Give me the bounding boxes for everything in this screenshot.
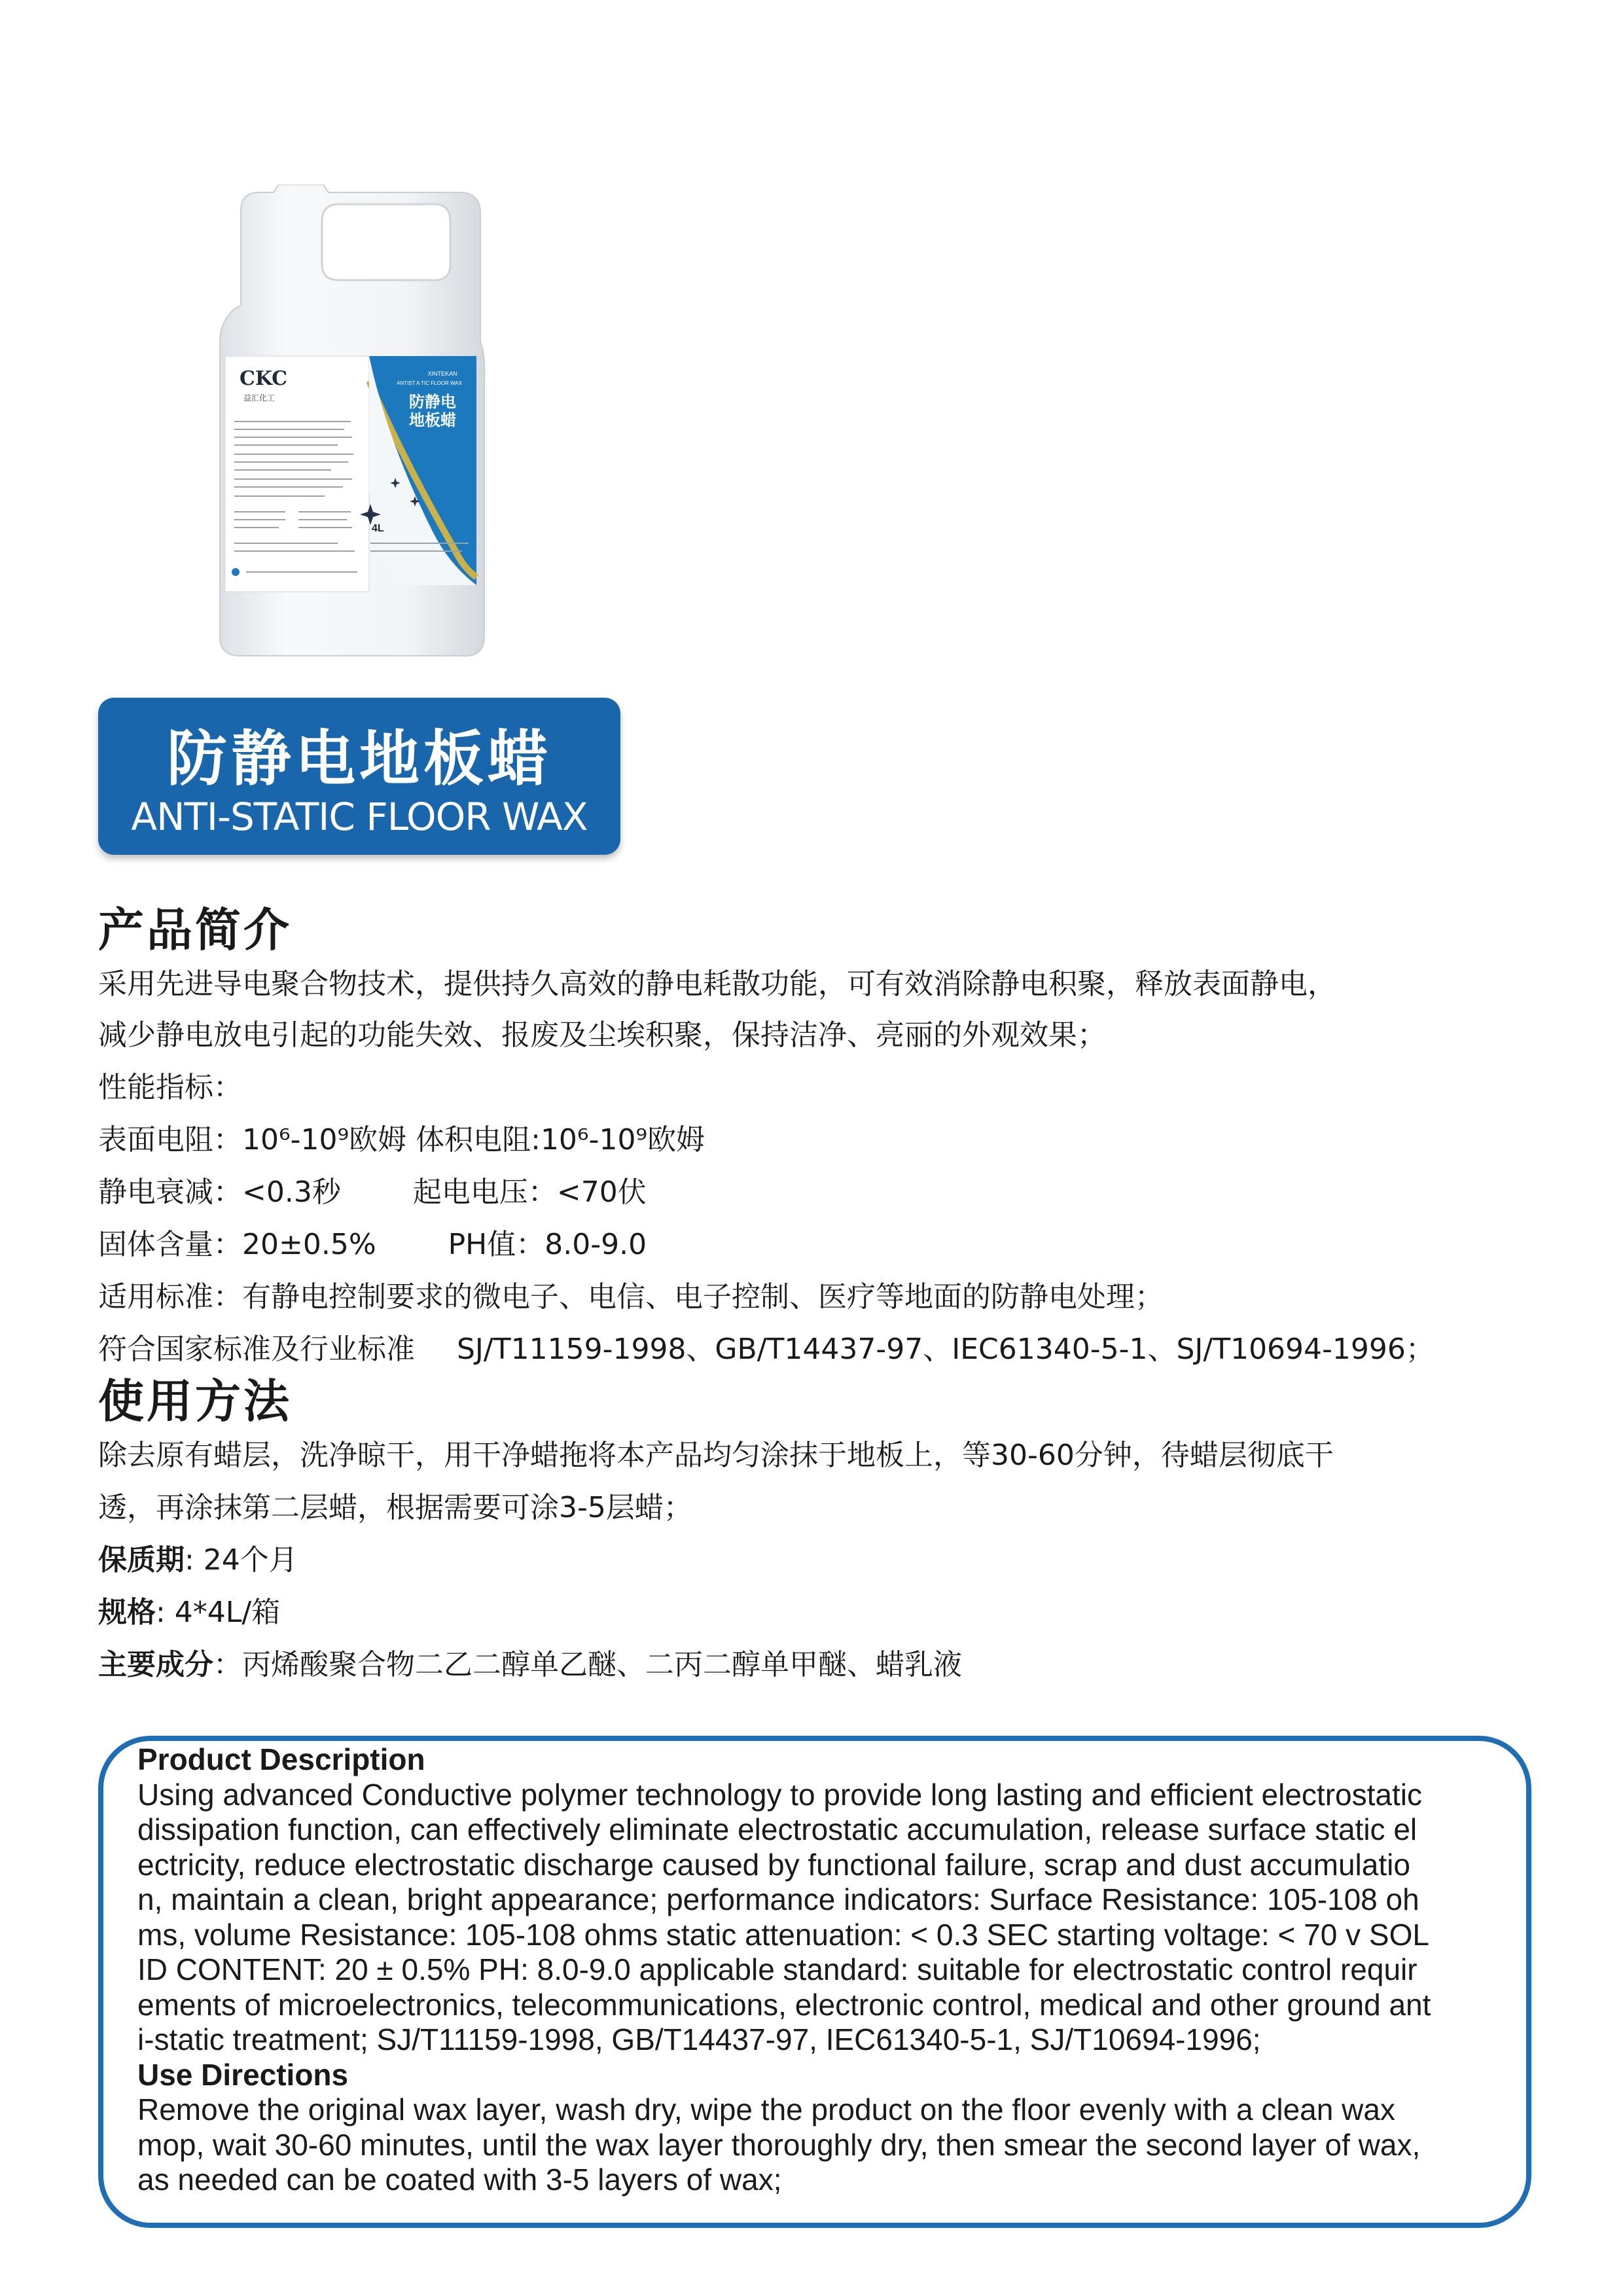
jug-label-en-1: XINTEKAN — [427, 370, 457, 377]
shelf-life-line — [98, 1541, 298, 1580]
usage-heading: 使用方法 — [98, 1374, 292, 1428]
voltage-value: 起电电压：<70伏 — [412, 1175, 647, 1209]
banner-title-en: ANTI-STATIC FLOOR WAX — [131, 795, 588, 839]
jug-brand-text: CKC — [240, 367, 288, 390]
spec-value: : 4*4L/箱 — [156, 1596, 281, 1629]
resistance-line: 表面电阻：10⁶-10⁹欧姆 体积电阻:10⁶-10⁹欧姆 — [98, 1123, 705, 1157]
intro-line-2: 减少静电放电引起的功能失效、报废及尘埃积聚，保持洁净、亮丽的外观效果； — [98, 1018, 1106, 1052]
solid-content-value: 固体含量：20±0.5% — [98, 1228, 376, 1261]
ingredients-label: 主要成分 — [98, 1648, 213, 1681]
description-line: ements of microelectronics, telecommunications, electronic control, medical and other ground ant — [137, 1987, 1431, 2022]
use-directions-heading: Use Directions — [137, 2057, 349, 2092]
directions-line: mop, wait 30-60 minutes, until the wax layer thoroughly dry, then smear the second layer of wax, — [137, 2127, 1421, 2162]
description-line: ID CONTENT: 20 ± 0.5% PH: 8.0-9.0 applicable standard: suitable for electrostatic control requir — [137, 1952, 1418, 1986]
performance-label: 性能指标： — [98, 1071, 242, 1104]
usage-line-2: 透，再涂抹第二层蜡，根据需要可涂3-5层蜡； — [98, 1491, 692, 1524]
jug-brand-cn-text: 益汇化工 — [243, 393, 276, 403]
description-line: n, maintain a clean, bright appearance; performance indicators: Surface Resistance: 105-108 oh — [137, 1882, 1419, 1916]
banner-title-cn: 防静电地板蜡 — [166, 724, 552, 794]
standards-label: 符合国家标准及行业标准 — [98, 1333, 415, 1366]
jug-label-cn-1: 防静电 — [409, 393, 456, 411]
spec-line — [98, 1593, 280, 1632]
title-banner — [98, 698, 620, 855]
decay-voltage-line — [98, 1173, 647, 1212]
solid-ph-line — [98, 1225, 647, 1265]
standards-codes: SJ/T11159-1998、GB/T14437-97、IEC61340-5-1、SJ/T10694-1996； — [457, 1333, 1435, 1366]
applicable-standard-line: 适用标准：有静电控制要求的微电子、电信、电子控制、医疗等地面的防静电处理； — [98, 1280, 1164, 1314]
decay-value: 静电衰减：<0.3秒 — [98, 1175, 341, 1209]
intro-heading: 产品简介 — [98, 903, 292, 957]
description-line: dissipation function, can effectively eliminate electrostatic accumulation, release surface static el — [137, 1812, 1418, 1846]
description-line: ms, volume Resistance: 105-108 ohms static attenuation: < 0.3 SEC starting voltage: < 70 v SOL — [137, 1917, 1429, 1952]
product-description-heading: Product Description — [137, 1742, 425, 1776]
english-text-block — [137, 1742, 1531, 2198]
usage-line-1: 除去原有蜡层，洗净晾干，用干净蜡拖将本产品均匀涂抹于地板上，等30-60分钟，待蜡层彻底干 — [98, 1439, 1334, 1472]
english-description-box — [98, 1736, 1531, 2228]
jug-label-en-2: ANTIST A TIC FLOOR WAX — [397, 380, 462, 386]
ingredients-value: ：丙烯酸聚合物二乙二醇单乙醚、二丙二醇单甲醚、蜡乳液 — [213, 1648, 962, 1681]
spec-label: 规格 — [98, 1596, 156, 1629]
description-line: Using advanced Conductive polymer technology to provide long lasting and efficient electrostatic — [137, 1777, 1422, 1812]
description-line: i-static treatment; SJ/T11159-1998, GB/T14437-97, IEC61340-5-1, SJ/T10694-1996; — [137, 2022, 1261, 2056]
intro-line-1: 采用先进导电聚合物技术，提供持久高效的静电耗散功能，可有效消除静电积聚，释放表面静电， — [98, 967, 1336, 1001]
directions-line: Remove the original wax layer, wash dry, wipe the product on the floor evenly with a clean wax — [137, 2092, 1395, 2126]
standards-line — [98, 1330, 1435, 1369]
description-line: ectricity, reduce electrostatic discharge caused by functional failure, scrap and dust accumulatio — [137, 1847, 1410, 1882]
directions-line: as needed can be coated with 3-5 layers of wax; — [137, 2162, 782, 2197]
product-jug-image — [207, 185, 495, 657]
shelf-life-label: 保质期 — [98, 1543, 185, 1577]
jug-logo-icon — [232, 568, 240, 576]
ingredients-line — [98, 1645, 962, 1685]
jug-label-cn-2: 地板蜡 — [409, 411, 456, 429]
ph-value: PH值：8.0-9.0 — [448, 1228, 647, 1261]
jug-volume-text: 4L — [372, 523, 384, 534]
shelf-life-value: : 24个月 — [185, 1543, 298, 1577]
